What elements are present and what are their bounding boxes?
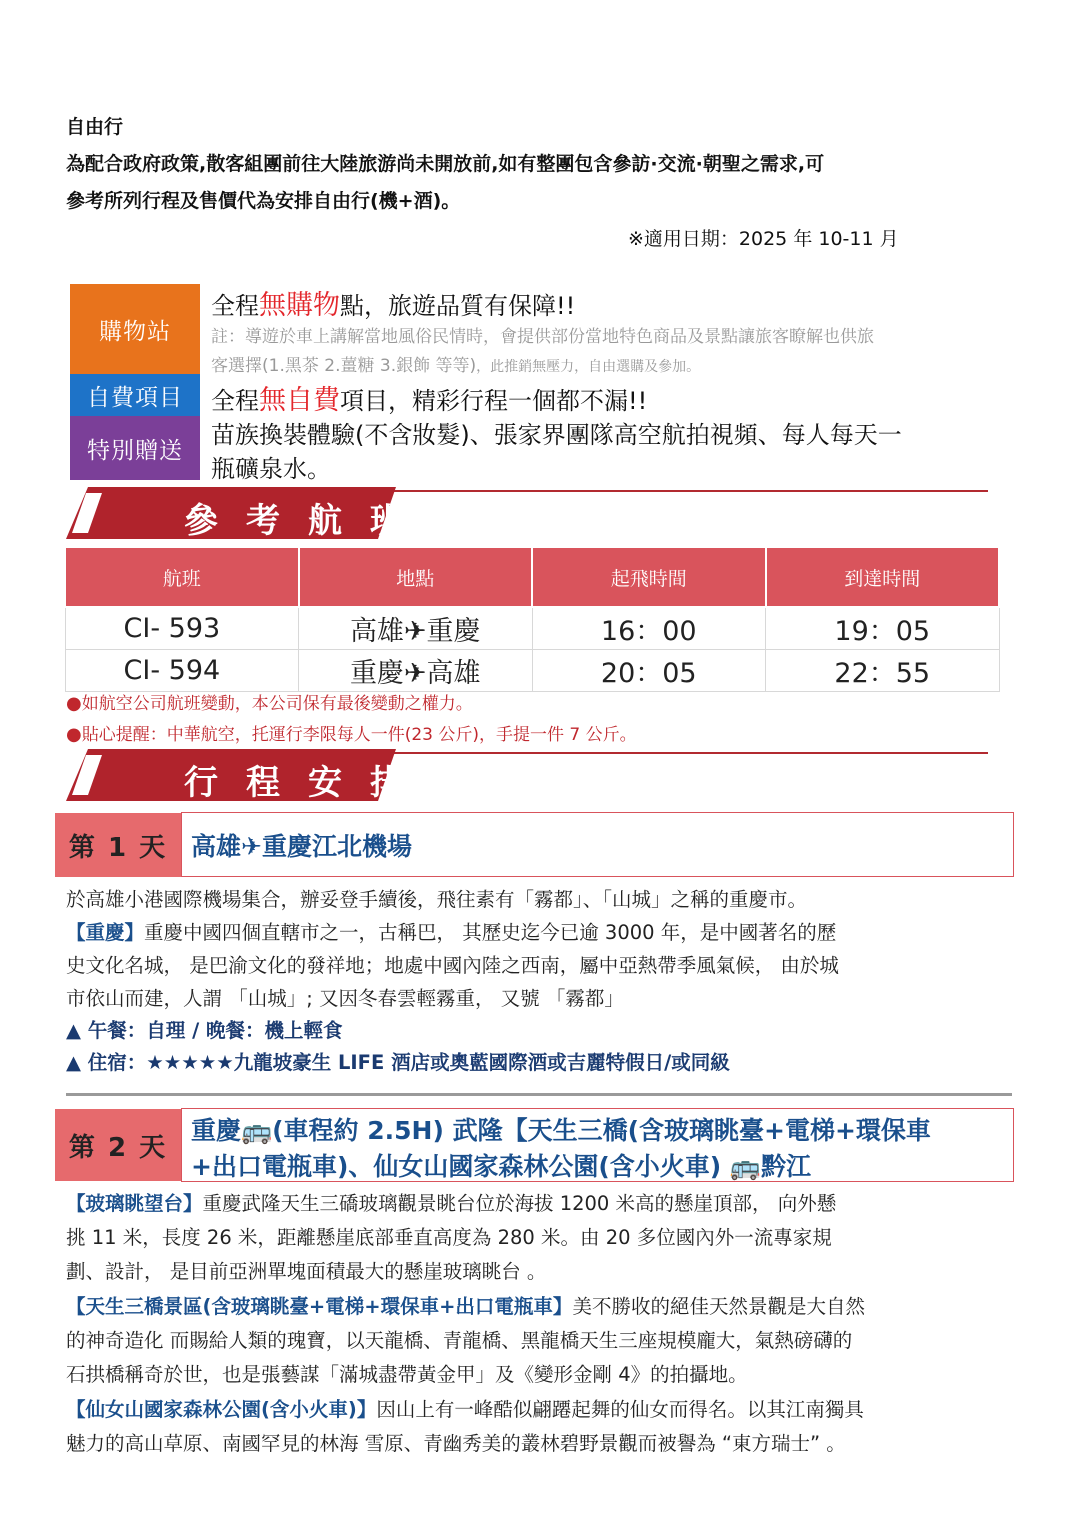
day2-line-6: 石拱橋稱奇於世，也是張藝謀「滿城盡帶黃金甲」及《變形金剛 4》的拍攝地。 bbox=[66, 1363, 748, 1386]
day2-line-5: 的神奇造化 而賜給人類的瑰寶，以天龍橋、青龍橋、黑龍橋天生三座規模龐大，氣熱磅礴的 bbox=[66, 1329, 853, 1352]
day2-line-2: 挑 11 米，長度 26 米，距離懸崖底部垂直高度為 280 米。由 20 多位國內外一流專家規 bbox=[66, 1226, 832, 1249]
day2-line-7: 【仙女山國家森林公園(含小火車)】因山上有一峰酷似翩蹮起舞的仙女而得名。以其江南獨具 bbox=[66, 1398, 864, 1421]
header-route: 地點 bbox=[299, 547, 533, 607]
header-arrive: 到達時間 bbox=[766, 547, 1000, 607]
flight-arrive: 19：05 bbox=[766, 607, 1000, 650]
flights-header-row bbox=[65, 547, 999, 607]
gift-badge: 特別贈送 bbox=[70, 416, 200, 480]
day1-hotel: ▲ 住宿：★★★★★九龍坡豪生 LIFE 酒店或奧藍國際酒或吉麗特假日/或同級 bbox=[66, 1051, 730, 1074]
shopping-note-1: 註：導遊於車上講解當地風俗民情時，會提供部份當地特色商品及景點讓旅客瞭解也供旅 bbox=[211, 327, 874, 347]
intro-heading: 自由行 bbox=[66, 116, 124, 138]
bullet-icon: ● bbox=[66, 724, 82, 745]
day2-line-4: 【天生三橋景區(含玻璃眺臺+電梯+環保車+出口電瓶車】美不勝收的絕佳天然景觀是大自然 bbox=[66, 1295, 865, 1318]
day2-title-line-2: +出口電瓶車)、仙女山國家森林公園(含小火車) 🚌黔江 bbox=[191, 1152, 812, 1181]
flight-depart: 16：00 bbox=[532, 607, 766, 650]
day1-paragraph-3: 史文化名城， 是巴渝文化的發祥地；地處中國內陸之西南，屬中亞熱帶季風氣候， 由於城 bbox=[66, 954, 839, 977]
flight-number: CI- 594 bbox=[65, 650, 299, 692]
day2-line-3: 劃、設計， 是目前亞洲單塊面積最大的懸崖玻璃眺台 。 bbox=[66, 1260, 547, 1283]
applicable-date: ※適用日期：2025 年 10-11 月 bbox=[628, 228, 899, 250]
day2-title-line-1: 重慶🚌(車程約 2.5H) 武隆【天生三橋(含玻璃眺臺+電梯+環保車 bbox=[191, 1116, 931, 1145]
table-row bbox=[65, 607, 999, 650]
itinerary-section-header bbox=[66, 749, 988, 803]
table-row bbox=[65, 650, 999, 692]
day1-paragraph-4: 市依山而建，人謂 「山城」; 又因冬春雲輕霧重， 又號 「霧都」 bbox=[66, 987, 624, 1010]
itinerary-section-title: 行程安排 bbox=[184, 763, 432, 803]
flight-note-1: ●如航空公司航班變動，本公司保有最後變動之權力。 bbox=[66, 693, 473, 714]
intro-line-2: 參考所列行程及售價代為安排自由行(機+酒)。 bbox=[66, 190, 461, 212]
header-depart: 起飛時間 bbox=[532, 547, 766, 607]
day2-line-1: 【玻璃眺望台】重慶武隆天生三礄玻璃觀景眺台位於海拔 1200 米高的懸崖頂部， 向外懸 bbox=[66, 1192, 837, 1215]
shopping-note-2: 客選擇(1.黑茶 2.薑糖 3.銀飾 等等)，此推銷無壓力，自由選購及參加。 bbox=[211, 356, 701, 376]
flight-note-2: ●貼心提醒：中華航空，托運行李限每人一件(23 公斤)，手提一件 7 公斤。 bbox=[66, 724, 637, 745]
shopping-badge: 購物站 bbox=[70, 284, 200, 374]
header-flight: 航班 bbox=[65, 547, 299, 607]
shopping-line: 全程無購物點，旅遊品質有保障!! bbox=[211, 290, 576, 321]
flight-number: CI- 593 bbox=[65, 607, 299, 650]
optional-line: 全程無自費項目，精彩行程一個都不漏!! bbox=[211, 385, 648, 416]
optional-badge: 自費項目 bbox=[70, 374, 200, 416]
day1-badge: 第 1 天 bbox=[55, 813, 181, 877]
bullet-icon: ● bbox=[66, 693, 82, 714]
day1-meals: ▲ 午餐：自理 / 晚餐：機上輕食 bbox=[66, 1019, 343, 1042]
flight-route: 重慶✈高雄 bbox=[299, 650, 533, 692]
day1-paragraph-2: 【重慶】重慶中國四個直轄市之一，古稱巴， 其歷史迄今已逾 3000 年，是中國著名的歷 bbox=[66, 921, 837, 944]
flights-section-header bbox=[66, 487, 988, 541]
flights-section-title: 參考航班 bbox=[184, 501, 432, 541]
flight-route: 高雄✈重慶 bbox=[299, 607, 533, 650]
gift-line-2: 瓶礦泉水。 bbox=[211, 455, 331, 483]
gift-line-1: 苗族換裝體驗(不含妝髮)、張家界團隊高空航拍視頻、每人每天一 bbox=[211, 421, 902, 449]
intro-line-1: 為配合政府政策,散客組團前往大陸旅游尚未開放前,如有整團包含參訪·交流·朝聖之需求,可 bbox=[66, 153, 825, 175]
day2-badge: 第 2 天 bbox=[55, 1109, 181, 1181]
flight-arrive: 22：55 bbox=[766, 650, 1000, 692]
divider bbox=[66, 1093, 1012, 1096]
day1-title: 高雄✈重慶江北機場 bbox=[191, 832, 412, 861]
day1-paragraph-1: 於高雄小港國際機場集合，辦妥登手續後，飛往素有「霧都」、「山城」之稱的重慶市。 bbox=[66, 888, 808, 911]
flights-table bbox=[64, 546, 1000, 692]
flight-depart: 20：05 bbox=[532, 650, 766, 692]
day2-line-8: 魅力的高山草原、南國罕見的林海 雪原、青幽秀美的叢林碧野景觀而被譽為 “東方瑞士” 。 bbox=[66, 1432, 846, 1455]
